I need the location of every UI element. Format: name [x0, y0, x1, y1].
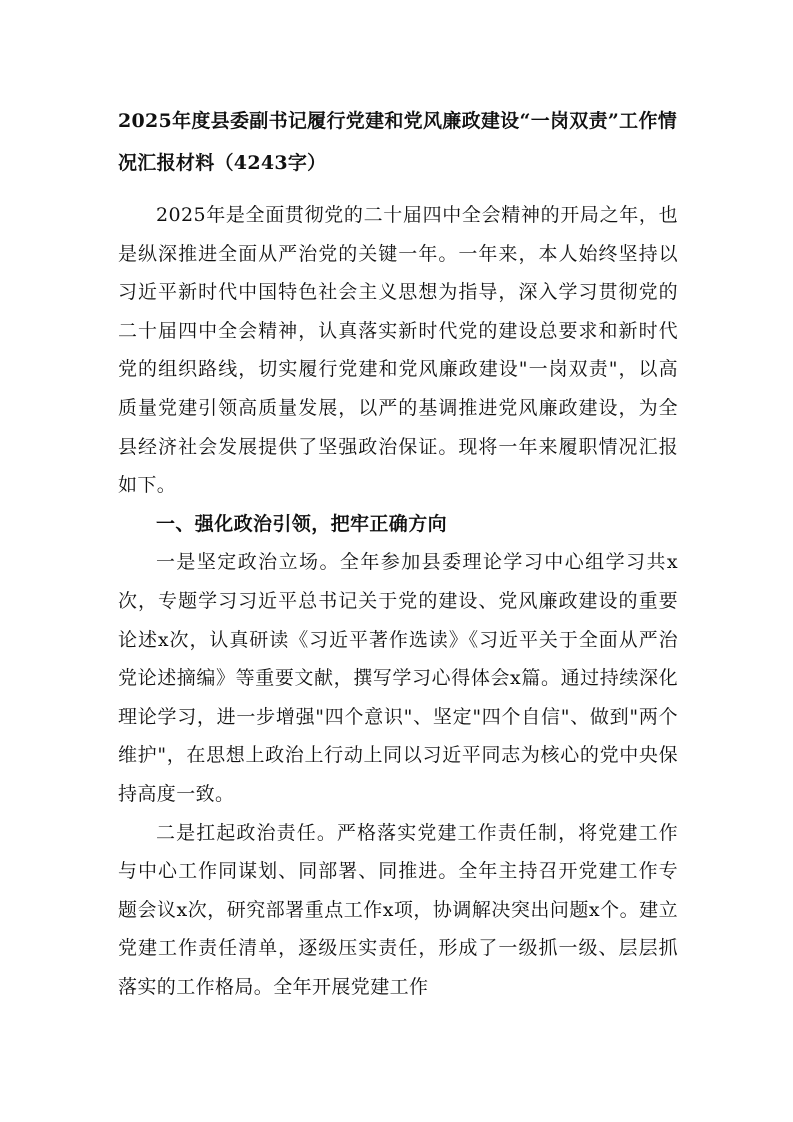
document-page [118, 100, 678, 1006]
document-title: 2025年度县委副书记履行党建和党风廉政建设“一岗双责”工作情况汇报材料（4243字） [118, 110, 678, 174]
intro-paragraph: 2025年是全面贯彻党的二十届四中全会精神的开局之年，也是纵深推进全面从严治党的关键一年。一年来，本人始终坚持以习近平新时代中国特色社会主义思想为指导，深入学习贯彻党的二十届四中全会精神，认真落实新时代党的建设总要求和新时代党的组织路线，切实履行党建和党风廉政建设"一岗双责"，以高质量党建引领高质量发展，以严的基调推进党风廉政建设，为全县经济社会发展提供了坚强政治保证。现将一年来履职情况汇报如下。 [118, 204, 678, 497]
section1-paragraph-2: 二是扛起政治责任。严格落实党建工作责任制，将党建工作与中心工作同谋划、同部署、同推进。全年主持召开党建工作专题会议x次，研究部署重点工作x项，协调解决突出问题x个。建立党建工作责任清单，逐级压实责任，形成了一级抓一级、层层抓落实的工作格局。全年开展党建工作 [118, 821, 678, 998]
section-heading-1: 一、强化政治引领，把牢正确方向 [156, 512, 448, 535]
section1-paragraph-1: 一是坚定政治立场。全年参加县委理论学习中心组学习共x次，专题学习习近平总书记关于党的建设、党风廉政建设的重要论述x次，认真研读《习近平著作选读》《习近平关于全面从严治党论述摘编》等重要文献，撰写学习心得体会x篇。通过持续深化理论学习，进一步增强"四个意识"、坚定"四个自信"、做到"两个维护"，在思想上政治上行动上同以习近平同志为核心的党中央保持高度一致。 [118, 551, 678, 805]
